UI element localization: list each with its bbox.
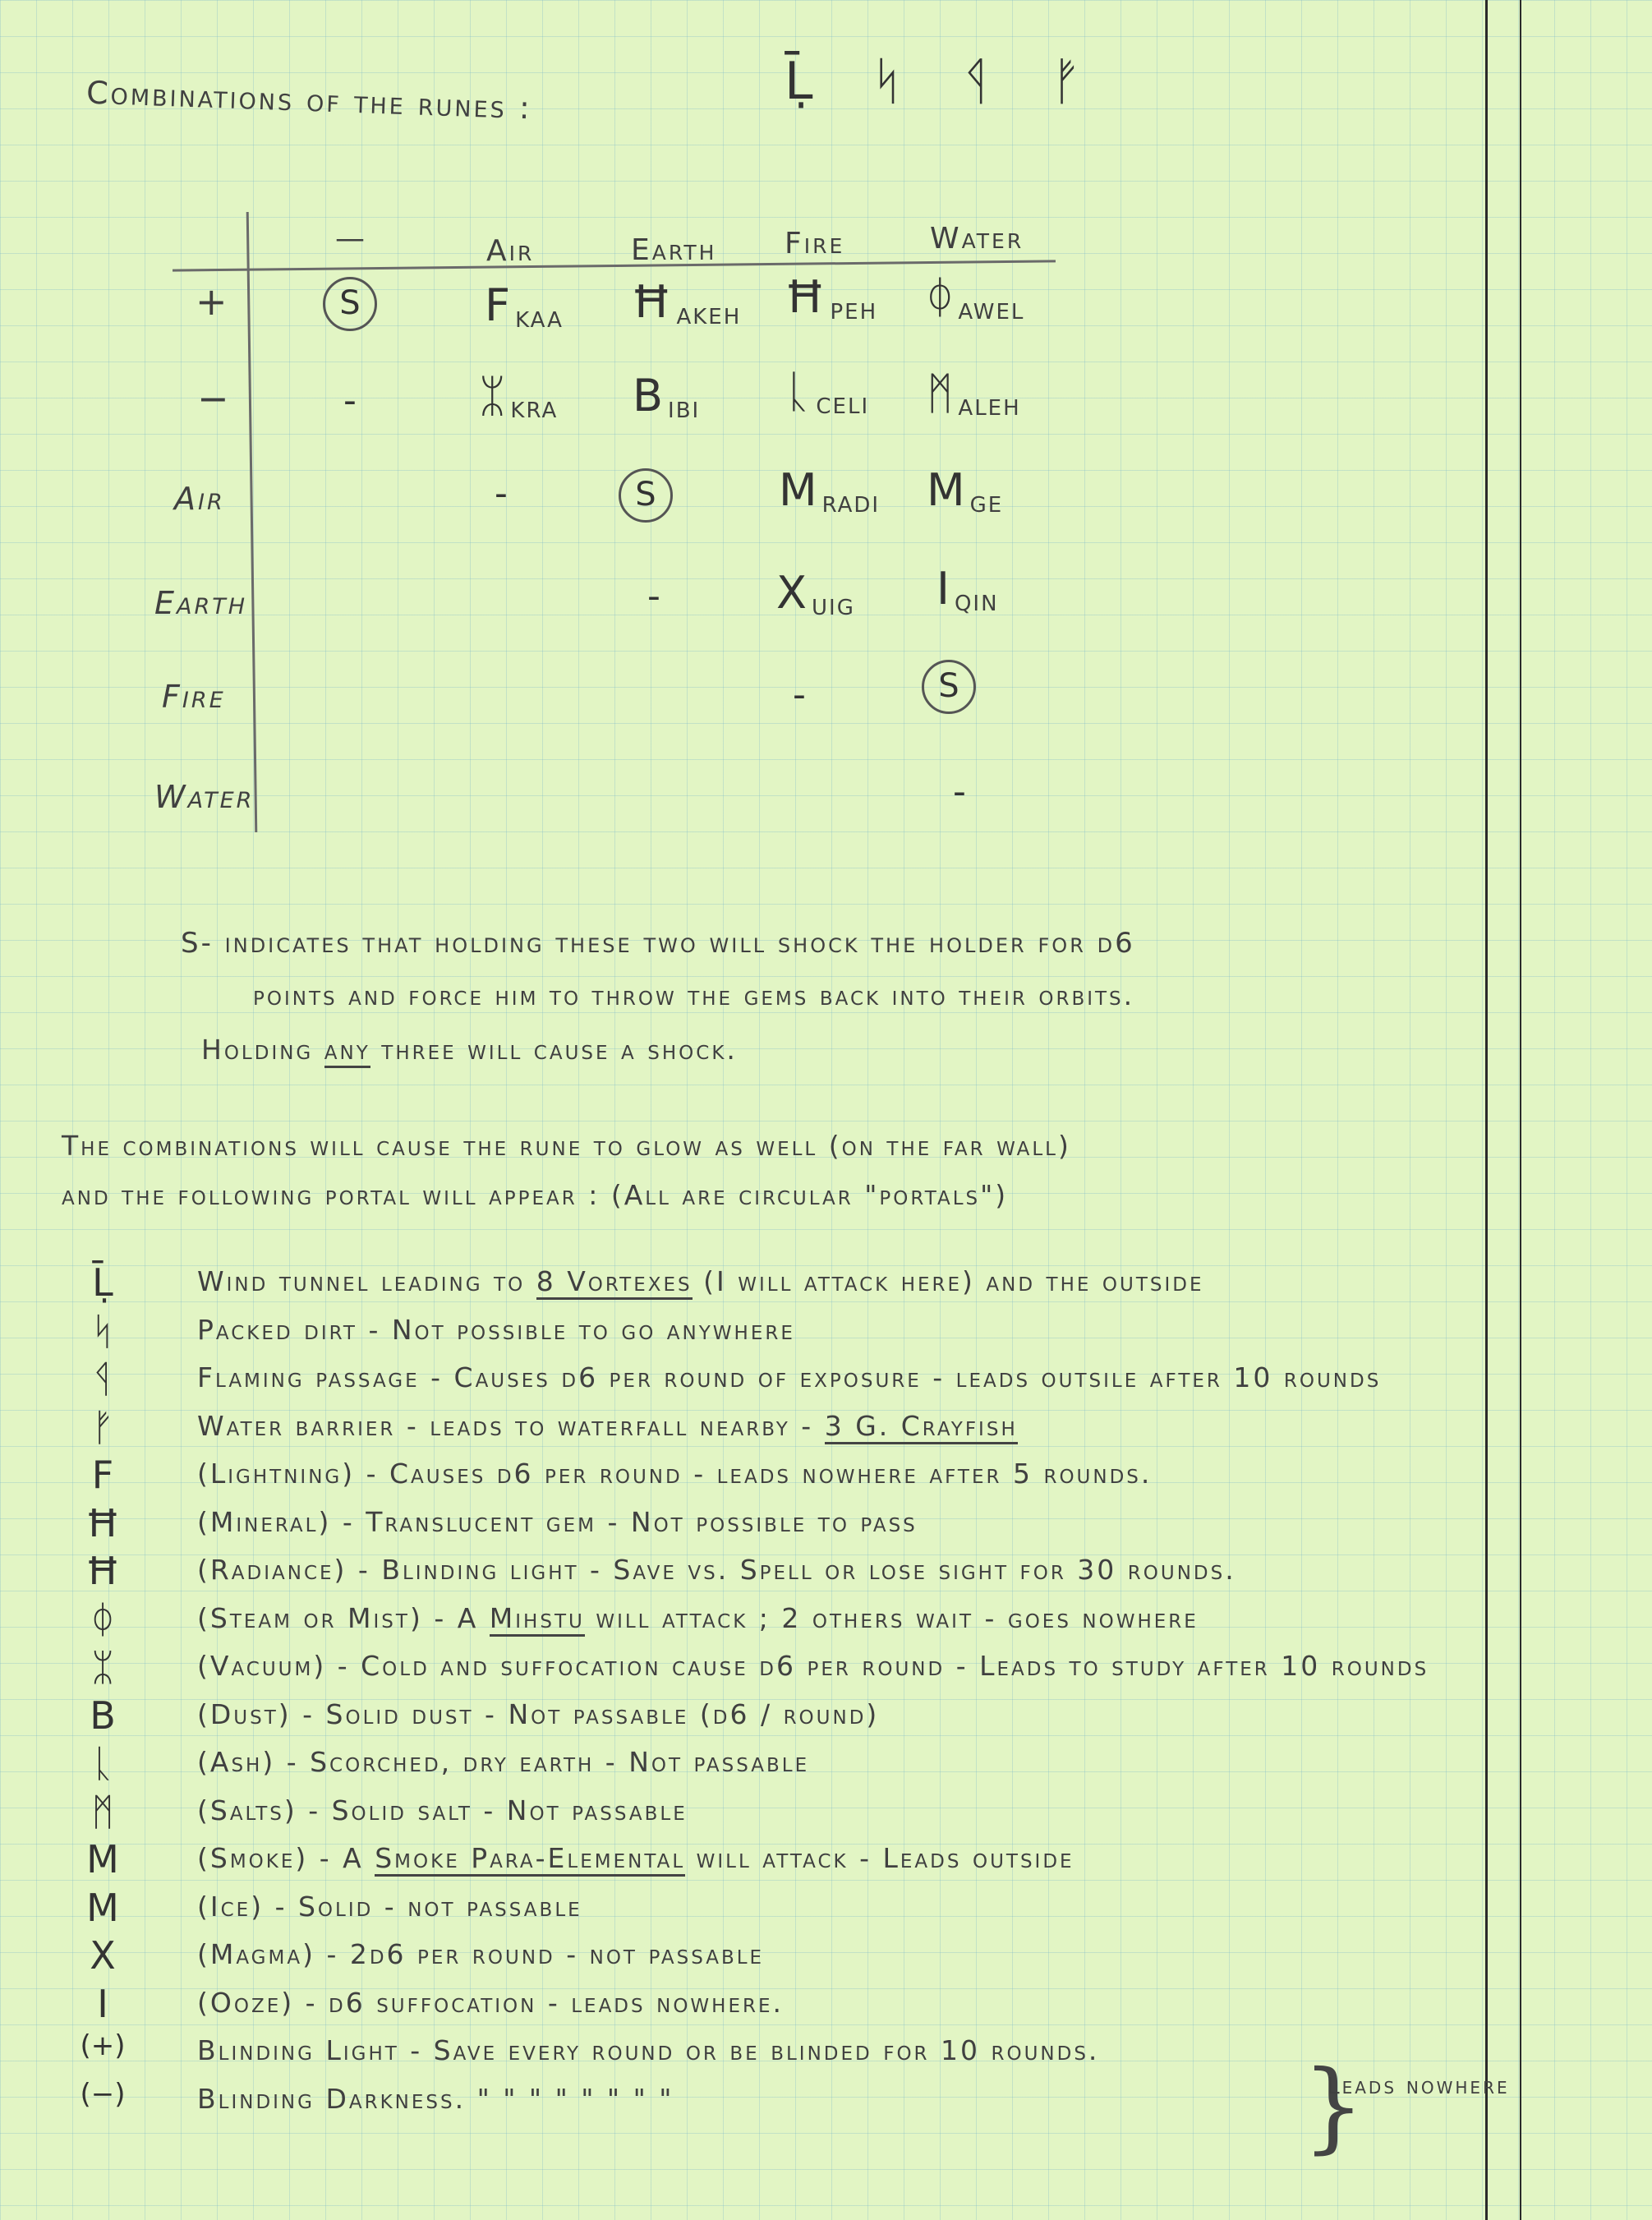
empty-cell-dash: - [793,674,806,716]
portal-description [197,1265,1204,1297]
portal-text: Flaming passage - Causes d6 per round of exposure - leads outsile after 10 rounds [197,1361,1382,1393]
portal-text: (Magma) - 2d6 per round - not passable [197,1938,765,1970]
portal-rune-glyph: X [90,1933,116,1978]
row-header-minus: − [197,376,232,421]
portal-description [197,1650,1429,1682]
portal-rune-glyph: Ḹ [92,1260,113,1305]
rune-cell-kra: ᛯ KRA [479,370,559,423]
col-header-none: — [335,222,367,256]
rune-cell-uig: XUIG [776,567,855,620]
portal-text: will attack - Leads outside [696,1842,1074,1874]
page-title: Combinations of the runes : [85,74,533,127]
shock-note-line-3: Holding any three will cause a shock. [201,1034,738,1066]
portal-rune-glyph: ᛰ [91,1597,114,1642]
portal-description [197,2034,1099,2066]
portal-text: will attack ; 2 others wait - goes nowhere [596,1602,1199,1634]
rune-cell-radi: MRADI [779,464,881,518]
portal-description [197,1458,1152,1490]
portal-text: Water barrier - leads to waterfall nearby - [197,1410,814,1442]
portal-text: (Radiance) - Blinding light - Save vs. Spell or lose sight for 30 rounds. [197,1554,1236,1586]
portal-text: (Salts) - Solid salt - Not passable [197,1794,688,1826]
col-header-fire: Fire [785,227,845,260]
portal-underlined-text: Mihstu [490,1602,585,1637]
rune-cell-ibi: BIBI [633,370,701,423]
row-header-plus: + [196,279,230,324]
rune-cell-peh: ĦPEH [785,271,878,325]
portal-text: (Vacuum) - Cold and suffocation cause d6 per round - Leads to study after 10 rounds [197,1650,1429,1682]
portal-rune-glyph: Ħ [85,1549,121,1593]
row-header-fire: Fire [162,679,226,715]
portal-description [197,1698,879,1730]
portal-rune-glyph: M [86,1886,119,1930]
portal-underlined-text: 8 Vortexes [536,1265,693,1300]
portal-rune-glyph: Ħ [85,1501,121,1545]
portal-text: (Ooze) - d6 suffocation - leads nowhere. [197,1987,784,2019]
portal-text: (Ice) - Solid - not passable [197,1891,582,1923]
row-header-air: Air [174,481,225,517]
shock-marker: S [619,468,673,523]
rune-cell-akeh: ĦAKEH [631,276,742,329]
portal-text: (Steam or Mist) - A [197,1602,479,1634]
portal-description [197,1554,1236,1586]
rune-cell-awel: ᛰ AWEL [927,271,1025,325]
portal-rune-glyph: ᛩ [91,1356,114,1401]
portal-text: (Dust) - Solid dust - Not passable (d6 / round) [197,1698,880,1730]
empty-cell-dash: - [647,575,660,617]
row-header-water: Water [154,779,255,815]
portal-rune-glyph: ᛯ [91,1645,114,1689]
margin-line [1485,0,1488,2220]
brace-symbol: } [1302,2050,1365,2164]
portal-rune-glyph: ᛗ [91,1789,114,1834]
portal-description [197,1794,688,1826]
row-header-earth: Earth [154,585,248,621]
shock-note-line-1: S- indicates that holding these two will shock the holder for d6 [181,927,1135,960]
portal-description [197,1938,764,1970]
portal-description [197,1891,582,1923]
brace-label: Leads nowhere [1327,2072,1510,2099]
portal-rune-glyph: ᛋ [91,1309,114,1353]
portal-description [197,1602,1199,1634]
shock-marker: S [323,277,377,331]
portal-text: (Smoke) - A [197,1842,364,1874]
empty-cell-dash: - [495,472,508,514]
portal-underlined-text: 3 G. Crayfish [825,1410,1018,1444]
empty-cell-dash: - [343,380,357,421]
portal-text: Blinding Darkness. " " " " " " " " [197,2083,674,2115]
portal-description [197,1410,1018,1442]
empty-cell-dash: - [953,771,966,813]
portal-text: Packed dirt - Not possible to go anywhere [197,1314,795,1346]
portal-description [197,1842,1074,1874]
portal-rune-glyph: ᚠ [91,1405,114,1449]
col-header-air: Air [486,234,535,268]
table-label-line [246,212,258,832]
portal-description [197,1987,784,2019]
portal-text: (Mineral) - Translucent gem - Not possible to pass [197,1506,918,1538]
title-runes: Ḹ ᛋ ᛩ ᚠ [785,51,1103,111]
rune-cell-kaa: FKAA [485,279,564,333]
shock-note-line-2: points and force him to throw the gems back into their orbits. [253,979,1135,1011]
rune-cell-qin: IQIN [936,563,999,616]
page-edge-line [1520,0,1521,2220]
rune-cell-ge: MGE [927,464,1004,518]
col-header-water: Water [930,222,1024,256]
portal-description [197,2083,674,2115]
combination-note-line-2: and the following portal will appear : (All are circular "portals") [62,1179,1009,1211]
rune-cell-celi: ᚳCELI [785,366,870,419]
portal-text: Wind tunnel leading to [197,1265,526,1297]
portal-description [197,1746,809,1778]
portal-rune-glyph: ᚳ [91,1741,114,1785]
portal-text: (Lightning) - Causes d6 per round - leads nowhere after 5 rounds. [197,1458,1153,1490]
portal-rune-glyph: (−) [80,2078,126,2111]
portal-description [197,1314,795,1346]
portal-description [197,1361,1381,1393]
portal-text: Blinding Light - Save every round or be blinded for 10 rounds. [197,2034,1100,2066]
portal-text: (Ash) - Scorched, dry earth - Not passable [197,1746,810,1778]
shock-marker: S [922,660,976,714]
rune-cell-aleh: ᛗALEH [927,367,1021,421]
table-header-line [173,260,1056,271]
portal-description [197,1506,918,1538]
combination-note-line-1: The combinations will cause the rune to glow as well (on the far wall) [62,1130,1071,1162]
portal-rune-glyph: I [97,1982,108,2026]
portal-rune-glyph: M [86,1837,119,1881]
portal-text: (I will attack here) and the outside [703,1265,1204,1297]
portal-rune-glyph: B [90,1693,116,1738]
portal-rune-glyph: (+) [80,2029,126,2062]
portal-underlined-text: Smoke Para-Elemental [375,1842,685,1877]
portal-rune-glyph: F [91,1453,114,1497]
col-header-earth: Earth [631,233,717,267]
